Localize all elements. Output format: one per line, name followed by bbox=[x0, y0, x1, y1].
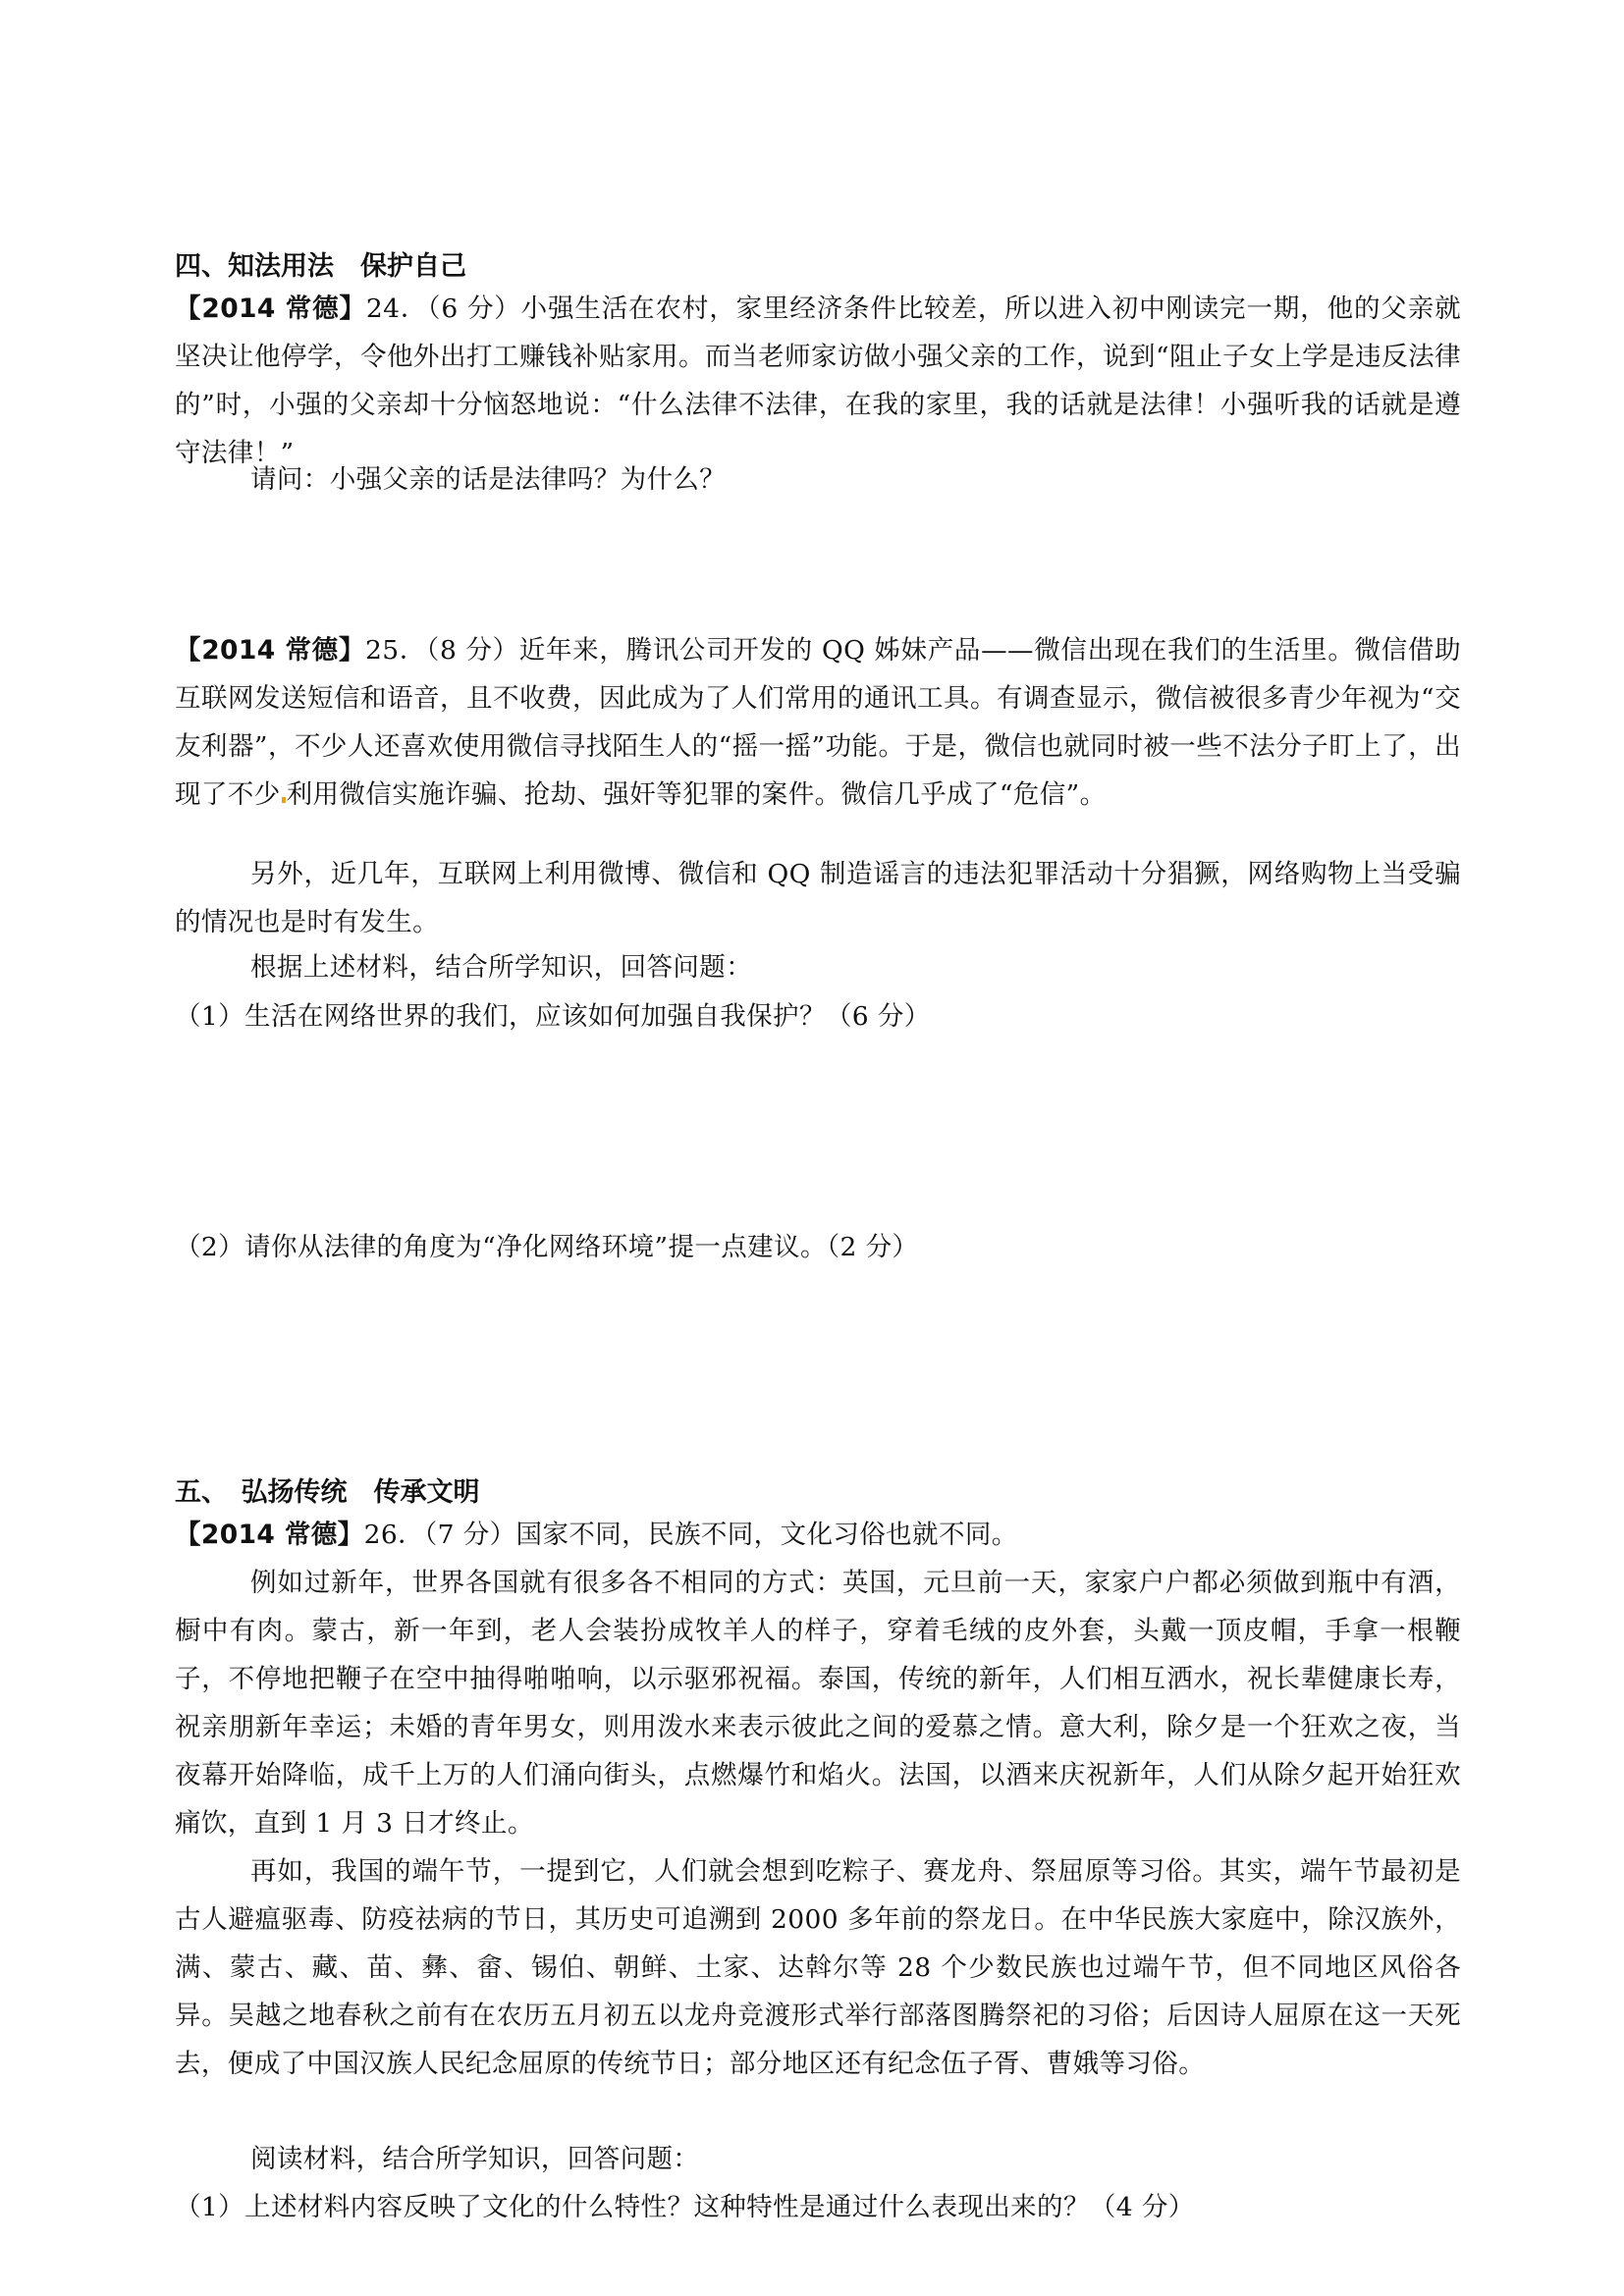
q24-body: 24．（6 分）小强生活在农村，家里经济条件比较差，所以进入初中刚读完一期，他的父亲就坚决让他停学，令他外出打工赚钱补贴家用。而当老师家访做小强父亲的工作，说到“阻止子女上学是违反法律的”时，小强的父亲却十分恼怒地说：“什么法律不法律，在我的家里，我的话就是法律！小强听我的话就是遵守法律！” bbox=[175, 294, 1461, 468]
q26-body: 26．（7 分）国家不同，民族不同，文化习俗也就不同。 bbox=[363, 1520, 1018, 1550]
question-26 bbox=[175, 1511, 1461, 1559]
cursor-mark bbox=[282, 797, 286, 803]
q24-question: 请问：小强父亲的话是法律吗？为什么？ bbox=[250, 464, 727, 495]
section4-heading: 四、知法用法 保护自己 bbox=[175, 251, 466, 282]
q25-source-tag: 【2014 常德】 bbox=[175, 635, 366, 666]
q26-prompt: 阅读材料，结合所学知识，回答问题： bbox=[250, 2144, 700, 2174]
question-25 bbox=[175, 626, 1461, 819]
q25-body-part2: 利用微信实施诈骗、抢劫、强奸等犯罪的案件。微信几乎成了“危信”。 bbox=[286, 779, 1107, 810]
q24-source-tag: 【2014 常德】 bbox=[175, 294, 366, 324]
q25-subquestion-2: （2）请你从法律的角度为“净化网络环境”提一点建议。（2 分） bbox=[175, 1232, 919, 1262]
q26-para1: 例如过新年，世界各国就有很多各不相同的方式：英国，元旦前一天，家家户户都必须做到瓶中有酒，橱中有肉。蒙古，新一年到，老人会装扮成牧羊人的样子，穿着毛绒的皮外套，头戴一顶皮帽，手拿一根鞭子，不停地把鞭子在空中抽得啪啪响，以示驱邪祝福。泰国，传统的新年，人们相互洒水，祝长辈健康长寿，祝亲朋新年幸运；未婚的青年男女，则用泼水来表示彼此之间的爱慕之情。意大利，除夕是一个狂欢之夜，当夜幕开始降临，成千上万的人们涌向街头，点燃爆竹和焰火。法国，以酒来庆祝新年，人们从除夕起开始狂欢痛饮，直到 1 月 3 日才终止。 bbox=[175, 1568, 1461, 1839]
q25-para2: 另外，近几年，互联网上利用微博、微信和 QQ 制造谣言的违法犯罪活动十分猖獗，网络购物上当受骗的情况也是时有发生。 bbox=[175, 859, 1461, 937]
section5-heading: 五、 弘扬传统 传承文明 bbox=[175, 1477, 480, 1508]
q26-para2: 再如，我国的端午节，一提到它，人们就会想到吃粽子、赛龙舟、祭屈原等习俗。其实，端午节最初是古人避瘟驱毒、防疫祛病的节日，其历史可追溯到 2000 多年前的祭龙日。在中华民族大家庭中，除汉族外，满、蒙古、藏、苗、彝、畲、锡伯、朝鲜、土家、达斡尔等 28 个少数民族也过端午节，但不同地区风俗各异。吴越之地春秋之前有在农历五月初五以龙舟竞渡形式举行部落图腾祭祀的习俗；后因诗人屈原在这一天死去，便成了中国汉族人民纪念屈原的传统节日；部分地区还有纪念伍子胥、曹娥等习俗。 bbox=[175, 1856, 1461, 2079]
q25-prompt: 根据上述材料，结合所学知识，回答问题： bbox=[250, 952, 753, 983]
q26-subquestion-1: （1）上述材料内容反映了文化的什么特性？这种特性是通过什么表现出来的？（4 分） bbox=[175, 2192, 1195, 2222]
question-24 bbox=[175, 285, 1461, 477]
q25-body-part1: 25．（8 分）近年来，腾讯公司开发的 QQ 姊妹产品——微信出现在我们的生活里。微信借助互联网发送短信和语音，且不收费，因此成为了人们常用的通讯工具。有调查显示，微信被很多青少年视为“交友利器”，不少人还喜欢使用微信寻找陌生人的“摇一摇”功能。于是，微信也就同时被一些不法分子盯上了，出现了不少 bbox=[175, 635, 1461, 810]
q26-source-tag: 【2014 常德】 bbox=[175, 1520, 364, 1550]
q25-subquestion-1: （1）生活在网络世界的我们，应该如何加强自我保护？（6 分） bbox=[175, 1001, 931, 1032]
